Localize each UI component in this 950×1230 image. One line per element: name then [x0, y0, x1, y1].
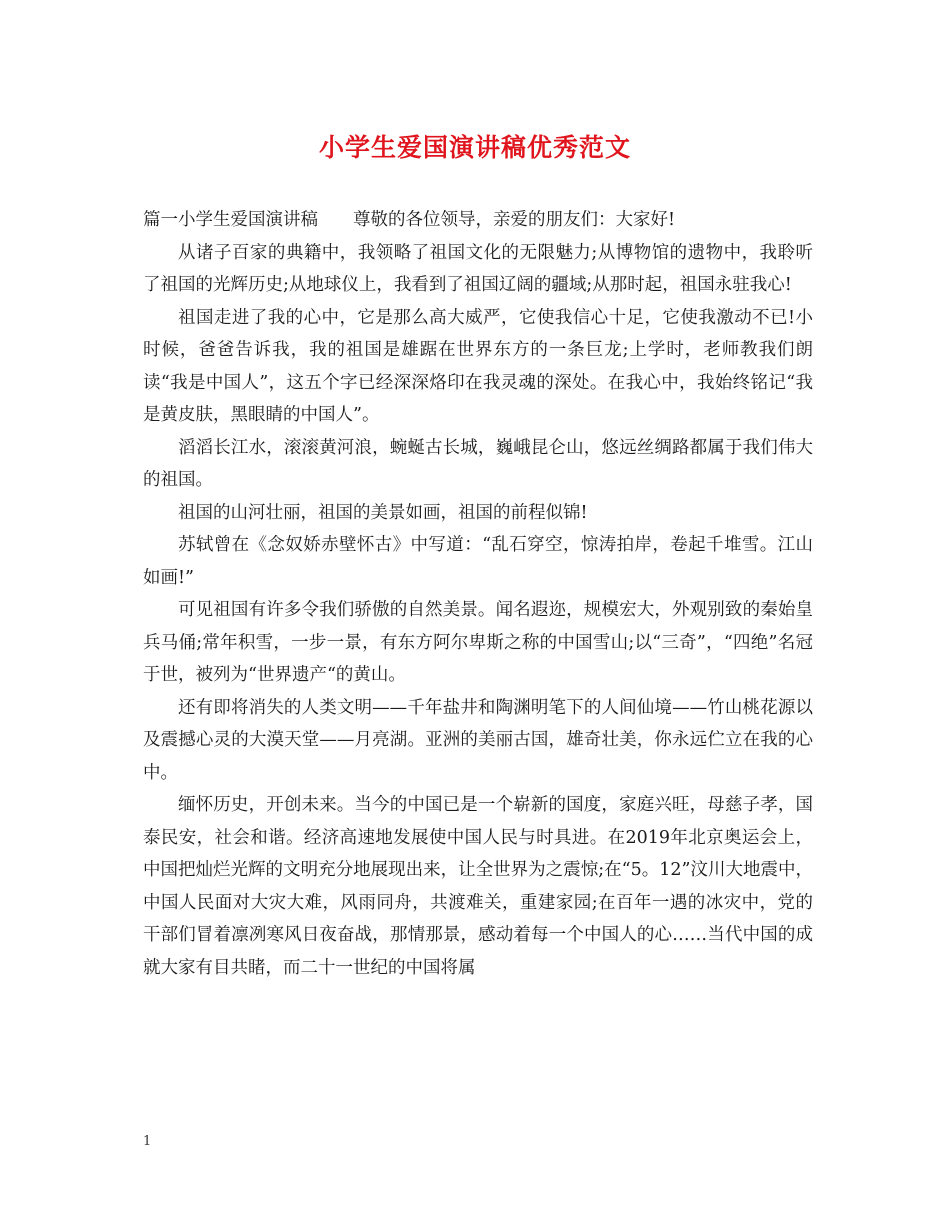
document-title: 小学生爱国演讲稿优秀范文 — [318, 133, 631, 162]
paragraph-4: 滔滔长江水，滚滚黄河浪，蜿蜒古长城，巍峨昆仑山，悠远丝绸路都属于我们伟大的祖国。 — [143, 437, 813, 490]
paragraph-1: 篇一小学生爱国演讲稿 尊敬的各位领导，亲爱的朋友们：大家好! — [143, 210, 676, 230]
document-body — [143, 204, 813, 984]
page-number: 1 — [143, 1134, 152, 1149]
paragraph-9: 缅怀历史，开创未来。当今的中国已是一个崭新的国度，家庭兴旺，母慈子孝，国泰民安，社会和谐。经济高速地发展使中国人民与时具进。在2019年北京奥运会上，中国把灿烂光辉的文明充分地展现出来，让全世界为之震惊;在“5。12”汶川大地震中，中国人民面对大灾大难，风雨同舟，共渡难关，重建家园;在百年一遇的冰灾中，党的干部们冒着凛冽寒风日夜奋战，那情那景，感动着每一个中国人的心……当代中国的成就大家有目共睹，而二十一世纪的中国将属 — [143, 795, 813, 978]
paragraph-6: 苏轼曾在《念奴娇赤壁怀古》中写道：“乱石穿空，惊涛拍岸，卷起千堆雪。江山如画!” — [143, 535, 813, 588]
paragraph-5: 祖国的山河壮丽，祖国的美景如画，祖国的前程似锦! — [178, 502, 588, 523]
paragraph-2: 从诸子百家的典籍中，我领略了祖国文化的无限魅力;从博物馆的遗物中，我聆听了祖国的光辉历史;从地球仪上，我看到了祖国辽阔的疆域;从那时起，祖国永驻我心! — [143, 242, 813, 295]
paragraph-8: 还有即将消失的人类文明——千年盐井和陶渊明笔下的人间仙境——竹山桃花源以及震撼心灵的大漠天堂——月亮湖。亚洲的美丽古国，雄奇壮美，你永远伫立在我的心中。 — [143, 697, 813, 783]
paragraph-3: 祖国走进了我的心中，它是那么高大威严，它使我信心十足，它使我激动不已!小时候，爸爸告诉我，我的祖国是雄踞在世界东方的一条巨龙;上学时，老师教我们朗读“我是中国人”，这五个字已经深深烙印在我灵魂的深处。在我心中，我始终铭记“我是黄皮肤，黑眼睛的中国人”。 — [143, 307, 813, 425]
paragraph-7: 可见祖国有许多令我们骄傲的自然美景。闻名遐迩，规模宏大，外观别致的秦始皇兵马俑;常年积雪，一步一景，有东方阿尔卑斯之称的中国雪山;以“三奇”，“四绝”名冠于世，被列为“世界遗产“的黄山。 — [143, 600, 813, 685]
